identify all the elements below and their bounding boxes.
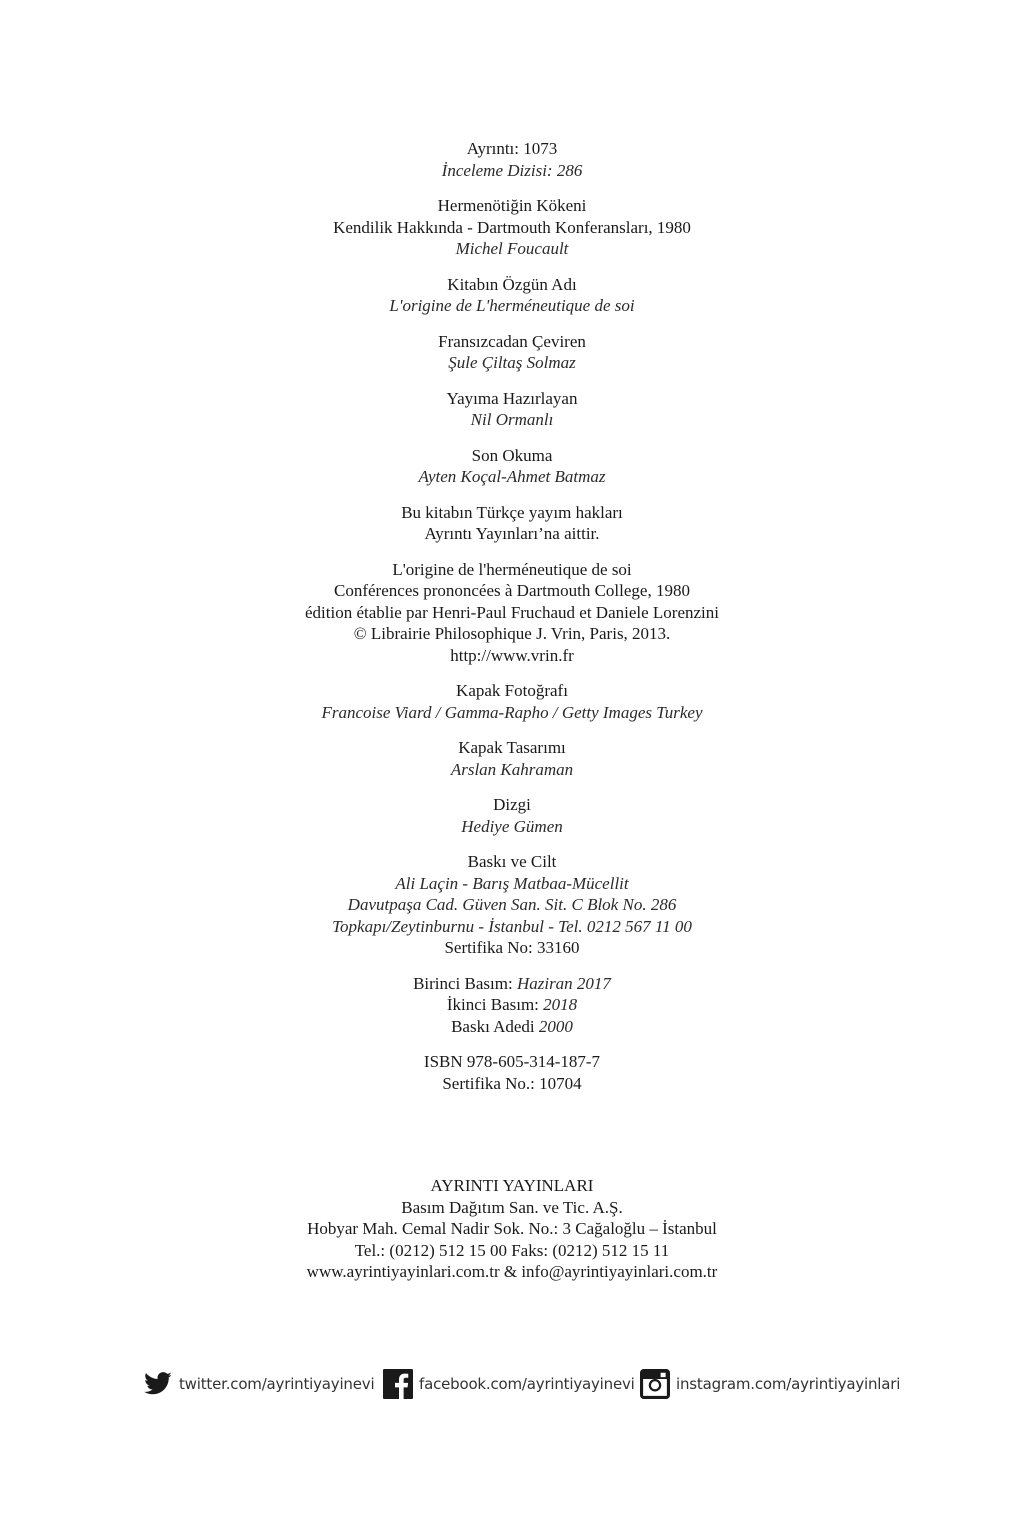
isbn: ISBN 978-605-314-187-7 [423, 1052, 601, 1071]
second-edition [0, 994, 1024, 1016]
second-edition-label: İkinci Basım: [446, 995, 539, 1014]
original-edition [0, 559, 1024, 667]
print-run-count: 2000 [538, 1016, 573, 1036]
rights-line-2: Ayrıntı Yayınları’na aittir. [424, 524, 600, 543]
original-publisher-url: http://www.vrin.fr [450, 645, 574, 665]
translator-label: Fransızcadan Çeviren [438, 331, 586, 351]
printing-label: Baskı ve Cilt [467, 852, 557, 871]
series-info [0, 138, 1024, 181]
cover-design-label: Kapak Tasarımı [458, 738, 566, 757]
original-title [0, 274, 1024, 317]
proofreading-names: Ayten Koçal-Ahmet Batmaz [418, 467, 606, 486]
publisher-web: www.ayrintiyayinlari.com.tr & info@ayrintiyayinlari.com.tr [306, 1262, 718, 1281]
first-edition-date: Haziran 2017 [516, 973, 611, 993]
printer-address: Davutpaşa Cad. Güven San. Sit. C Blok No. 286 [347, 895, 677, 914]
editor [0, 388, 1024, 431]
publisher-company: Basım Dağıtım San. ve Tic. A.Ş. [401, 1197, 623, 1217]
editor-label: Yayıma Hazırlayan [446, 388, 578, 408]
printer-location: Topkapı/Zeytinburnu - İstanbul - Tel. 0212 567 11 00 [332, 916, 692, 936]
first-edition [0, 973, 1024, 995]
series-name: İnceleme Dizisi: 286 [441, 160, 583, 180]
printer-name: Ali Laçin - Barış Matbaa-Mücellit [395, 873, 629, 893]
facebook-link[interactable] [383, 1364, 635, 1404]
cover-design [0, 737, 1024, 780]
cover-photo-label: Kapak Fotoğrafı [456, 681, 568, 700]
book-subtitle: Kendilik Hakkında - Dartmouth Konferansları, 1980 [333, 217, 691, 237]
proofreading [0, 445, 1024, 488]
instagram-link[interactable] [640, 1364, 900, 1404]
second-edition-date: 2018 [543, 995, 578, 1014]
first-edition-label: Birinci Basım: [413, 973, 513, 993]
isbn-block [0, 1051, 1024, 1094]
twitter-bird-icon [143, 1369, 173, 1399]
editor-name: Nil Ormanlı [470, 410, 554, 429]
print-run-label: Baskı Adedi [451, 1016, 535, 1036]
printer-certificate: Sertifika No: 33160 [444, 938, 580, 957]
twitter-label: twitter.com/ayrintiyayinevi [179, 1375, 375, 1393]
book-author: Michel Foucault [455, 239, 569, 258]
social-links [0, 1364, 1024, 1404]
print-run [0, 1016, 1024, 1038]
printing [0, 851, 1024, 959]
series-number: Ayrıntı: 1073 [466, 139, 558, 158]
typesetter: Hediye Gümen [461, 816, 563, 836]
twitter-link[interactable] [143, 1364, 374, 1404]
facebook-label: facebook.com/ayrintiyayinevi [419, 1375, 635, 1393]
translator [0, 331, 1024, 374]
instagram-label: instagram.com/ayrintiyayinlari [676, 1375, 901, 1393]
original-edition-line-4: © Librairie Philosophique J. Vrin, Paris, 2013. [353, 624, 671, 643]
facebook-f-icon [383, 1369, 413, 1399]
colophon [0, 138, 1024, 1108]
original-edition-line-3: édition établie par Henri-Paul Fruchaud et Daniele Lorenzini [305, 602, 719, 622]
instagram-camera-icon [640, 1369, 670, 1399]
publisher-phone: Tel.: (0212) 512 15 00 Faks: (0212) 512 15 11 [354, 1240, 670, 1260]
proofreading-label: Son Okuma [471, 445, 553, 465]
original-title-value: L'origine de L'herméneutique de soi [389, 296, 635, 315]
original-edition-line-1: L'origine de l'herméneutique de soi [392, 559, 632, 579]
cover-photo-credit: Francoise Viard / Gamma-Rapho / Getty Images Turkey [321, 702, 703, 722]
original-edition-line-2: Conférences prononcées à Dartmouth College, 1980 [334, 581, 690, 600]
title-block [0, 195, 1024, 260]
rights-line-1: Bu kitabın Türkçe yayım hakları [401, 502, 623, 522]
publisher-address: Hobyar Mah. Cemal Nadir Sok. No.: 3 Cağaloğlu – İstanbul [307, 1219, 717, 1238]
typesetting [0, 794, 1024, 837]
translator-name: Şule Çiltaş Solmaz [448, 353, 576, 372]
publisher-certificate: Sertifika No.: 10704 [442, 1073, 582, 1093]
publisher-block [0, 1175, 1024, 1283]
typesetting-label: Dizgi [493, 795, 531, 814]
book-title: Hermenötiğin Kökeni [437, 196, 587, 215]
publisher-name: AYRINTI YAYINLARI [430, 1176, 594, 1195]
original-title-label: Kitabın Özgün Adı [447, 274, 577, 294]
cover-photo [0, 680, 1024, 723]
cover-designer: Arslan Kahraman [450, 759, 574, 779]
rights [0, 502, 1024, 545]
editions [0, 973, 1024, 1038]
